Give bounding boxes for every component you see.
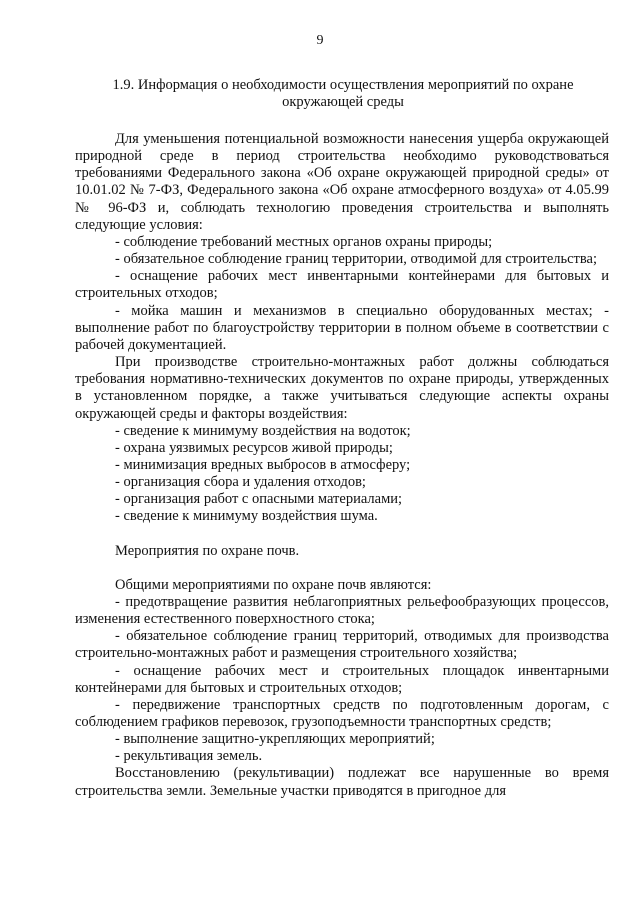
paragraph: Общими мероприятиями по охране почв являются: <box>115 576 432 593</box>
list-item: - мойка машин и механизмов в специально оборудованных местах; - выполнение работ по благоустройству территории в полном объеме в соответствии с рабочей документацией. <box>75 302 609 353</box>
list-item: - оснащение рабочих мест и строительных площадок инвентарными контейнерами для бытовых и строительных отходов; <box>75 662 609 696</box>
list-item: - организация сбора и удаления отходов; <box>115 474 366 491</box>
document-body <box>75 131 609 800</box>
list-item: - сведение к минимуму воздействия на водоток; <box>115 422 411 439</box>
list-item: - обязательное соблюдение границ территории, отводимой для строительства; <box>115 251 598 268</box>
list-item: - охрана уязвимых ресурсов живой природы; <box>115 439 393 456</box>
list-item: - рекультивация земель. <box>115 748 263 765</box>
page-number: 9 <box>316 33 324 48</box>
spacer <box>75 560 609 577</box>
paragraph: Для уменьшения потенциальной возможности нанесения ущерба окружающей природной среде в период строительства необходимо руководствоваться требованиями Федерального закона «Об охране окружающей природной среды» от 10.01.02 № 7-ФЗ, Федерального закона «Об охране атмосферного воздуха» от 4.05.99 № 96-ФЗ и, соблюдать технологию проведения строительства и выполнять следующие условия: <box>75 131 609 233</box>
paragraph: При производстве строительно-монтажных работ должны соблюдаться требования нормативно-технических документов по охране природы, утвержденных в установленном порядке, а также учитываться следующие аспекты охраны окружающей среды и факторы воздействия: <box>75 354 609 422</box>
list-item: - минимизация вредных выбросов в атмосферу; <box>115 456 411 473</box>
spacer <box>75 526 609 543</box>
subheading: Мероприятия по охране почв. <box>115 542 300 559</box>
paragraph: Восстановлению (рекультивации) подлежат все нарушенные во время строительства земли. Земельные участки приводятся в пригодное для <box>75 765 609 799</box>
list-item: - организация работ с опасными материалами; <box>115 491 403 508</box>
list-item: - передвижение транспортных средств по подготовленным дорогам, с соблюдением графиков перевозок, грузоподъемности транспортных средств; <box>75 696 609 730</box>
list-item: - предотвращение развития неблагоприятных рельефообразующих процессов, изменения естественного поверхностного стока; <box>75 593 609 628</box>
list-item: - оснащение рабочих мест инвентарными контейнерами для бытовых и строительных отходов; <box>75 268 609 302</box>
list-item: - соблюдение требований местных органов охраны природы; <box>115 233 493 250</box>
list-item: - обязательное соблюдение границ территорий, отводимых для производства строительно-монтажных работ и размещения строительного хозяйства; <box>75 628 609 662</box>
section-heading: 1.9. Информация о необходимости осуществления мероприятий по охране окружающей среды <box>112 77 574 110</box>
list-item: - выполнение защитно-укрепляющих мероприятий; <box>115 731 435 748</box>
list-item: - сведение к минимуму воздействия шума. <box>115 508 378 525</box>
